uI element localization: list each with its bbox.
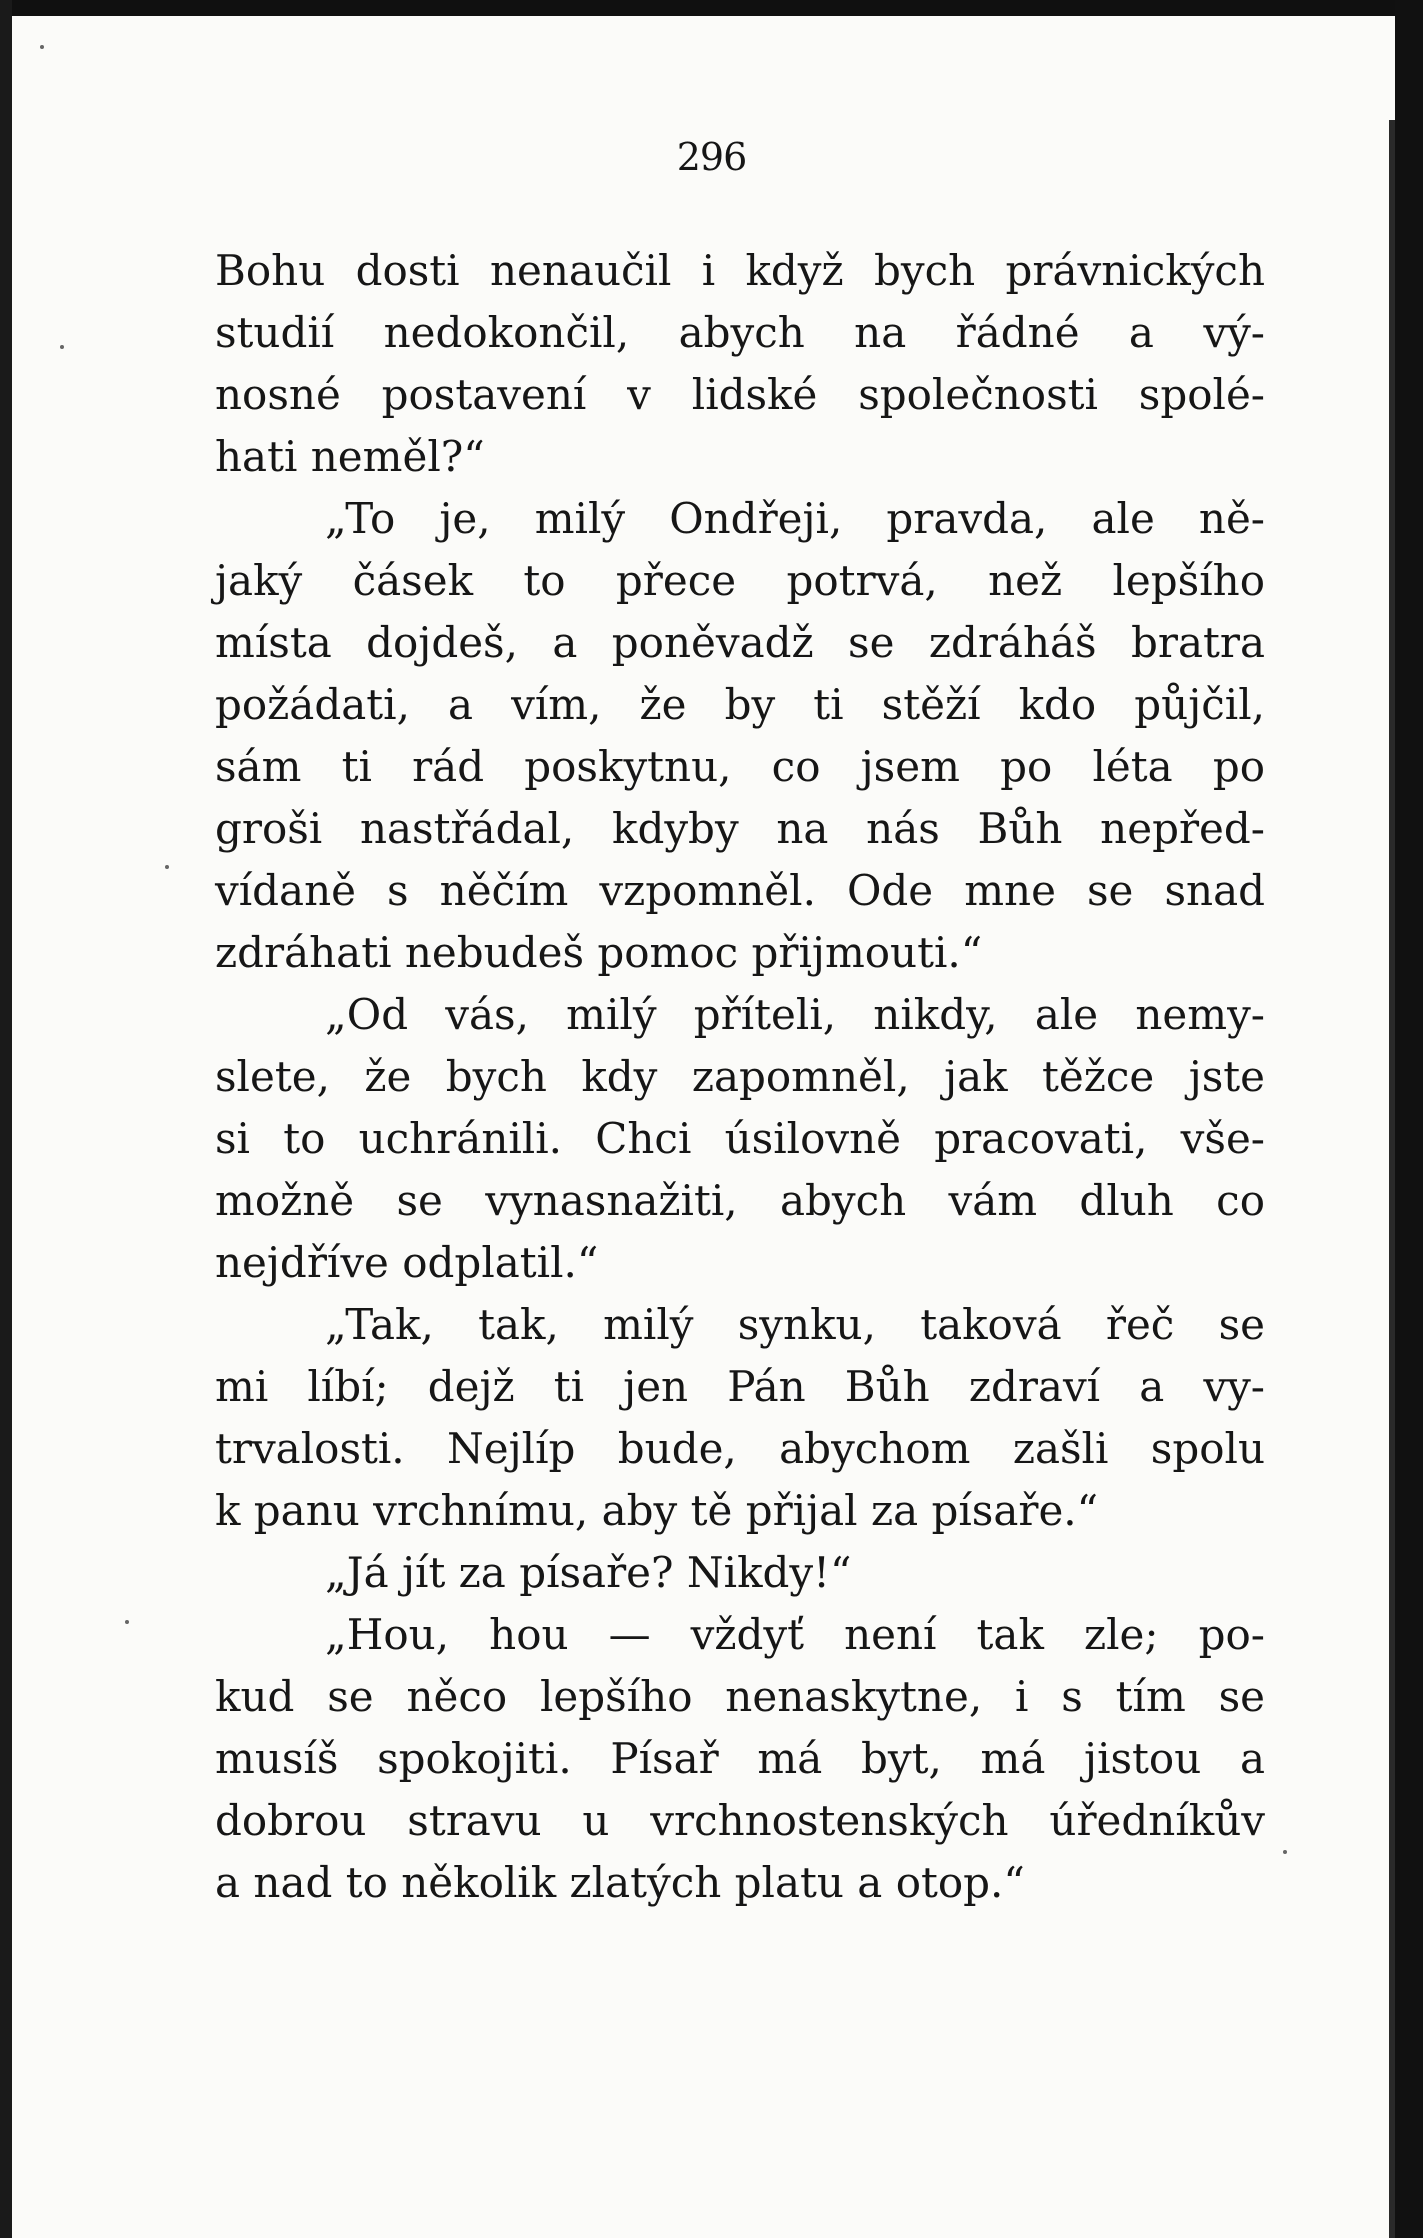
scan-speck bbox=[40, 45, 44, 49]
text-line: trvalosti. Nejlíp bude, abychom zašli spolu bbox=[215, 1424, 1265, 1473]
text-line: k panu vrchnímu, aby tě přijal za písaře.“ bbox=[215, 1486, 1099, 1535]
text-line: „Od vás, milý příteli, nikdy, ale nemy- bbox=[325, 990, 1265, 1039]
scan-top-edge bbox=[0, 0, 1423, 16]
text-line: „Hou, hou — vždyť není tak zle; po- bbox=[325, 1610, 1265, 1659]
text-line: zdráhati nebudeš pomoc přijmouti.“ bbox=[215, 928, 983, 977]
scan-right-edge bbox=[1395, 0, 1423, 2238]
text-line: „To je, milý Ondřeji, pravda, ale ně- bbox=[325, 494, 1265, 543]
scan-speck bbox=[60, 345, 64, 349]
text-line: místa dojdeš, a poněvadž se zdráháš bratra bbox=[215, 618, 1265, 667]
body-text bbox=[215, 240, 1265, 1914]
text-line: jaký čásek to přece potrvá, než lepšího bbox=[215, 556, 1265, 605]
page-binding-shadow bbox=[1389, 120, 1395, 2238]
scan-speck bbox=[1283, 1850, 1287, 1854]
text-line: „Já jít za písaře? Nikdy!“ bbox=[325, 1548, 852, 1597]
text-line: nejdříve odplatil.“ bbox=[215, 1238, 599, 1287]
text-line: dobrou stravu u vrchnostenských úředníkův bbox=[215, 1796, 1265, 1845]
text-line: si to uchránili. Chci úsilovně pracovati, vše- bbox=[215, 1114, 1265, 1163]
text-line: požádati, a vím, že by ti stěží kdo půjčil, bbox=[215, 680, 1265, 729]
page-number: 296 bbox=[676, 135, 747, 179]
text-line: mi líbí; dejž ti jen Pán Bůh zdraví a vy- bbox=[215, 1362, 1265, 1411]
text-line: „Tak, tak, milý synku, taková řeč se bbox=[325, 1300, 1265, 1349]
text-line: slete, že bych kdy zapomněl, jak těžce jste bbox=[215, 1052, 1265, 1101]
text-line: Bohu dosti nenaučil i když bych právnických bbox=[215, 246, 1265, 295]
text-line: vídaně s něčím vzpomněl. Ode mne se snad bbox=[215, 866, 1265, 915]
text-line: nosné postavení v lidské společnosti spolé- bbox=[215, 370, 1265, 419]
text-line: groši nastřádal, kdyby na nás Bůh nepřed- bbox=[215, 804, 1265, 853]
scan-left-edge bbox=[0, 0, 12, 2238]
text-line: sám ti rád poskytnu, co jsem po léta po bbox=[215, 742, 1265, 791]
text-line: musíš spokojiti. Písař má byt, má jistou a bbox=[215, 1734, 1265, 1783]
text-line: kud se něco lepšího nenaskytne, i s tím se bbox=[215, 1672, 1265, 1721]
text-line: studií nedokončil, abych na řádné a vý- bbox=[215, 308, 1265, 357]
text-line: a nad to několik zlatých platu a otop.“ bbox=[215, 1858, 1025, 1907]
text-line: hati neměl?“ bbox=[215, 432, 485, 481]
scan-speck bbox=[125, 1620, 129, 1624]
text-line: možně se vynasnažiti, abych vám dluh co bbox=[215, 1176, 1265, 1225]
scan-speck bbox=[165, 865, 169, 869]
